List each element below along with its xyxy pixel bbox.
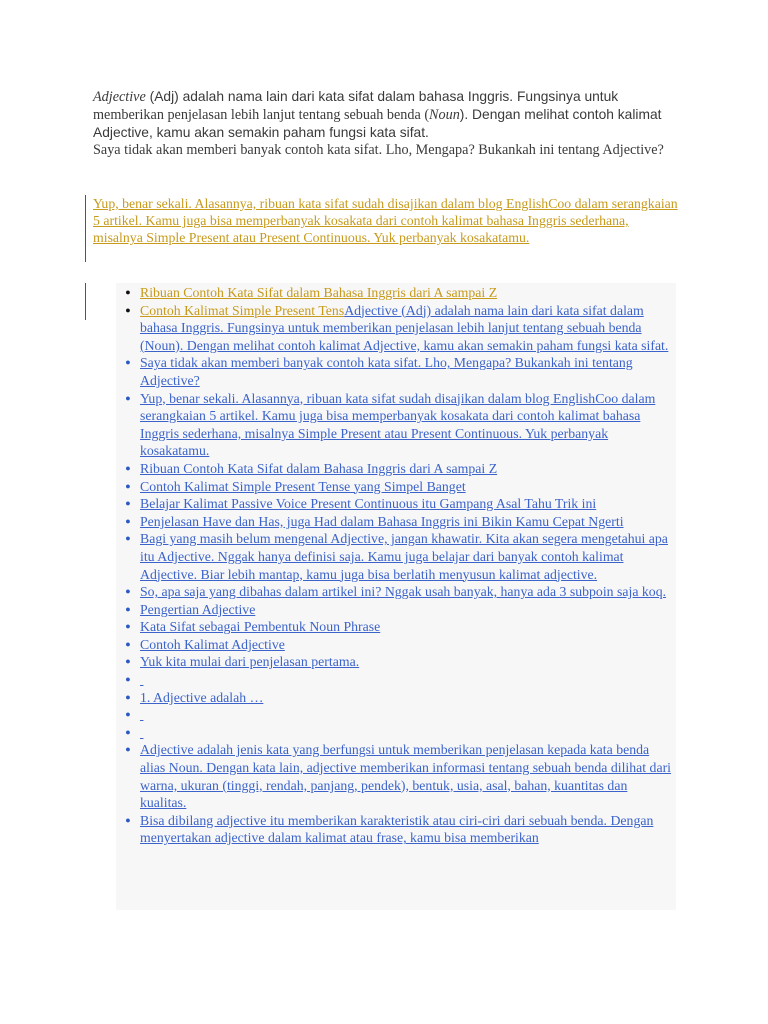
list-link[interactable]: Ribuan Contoh Kata Sifat dalam Bahasa Inggris dari A sampai Z	[140, 460, 498, 476]
list-link[interactable]: Yuk kita mulai dari penjelasan pertama.	[140, 654, 360, 670]
list-link[interactable]: Ribuan Contoh Kata Sifat dalam Bahasa Inggris dari A sampai Z	[140, 285, 498, 300]
list-item	[116, 653, 676, 671]
list-item	[116, 390, 676, 460]
adjective-term: Adjective	[93, 89, 146, 105]
list-link[interactable]: Belajar Kalimat Passive Voice Present Continuous itu Gampang Asal Tahu Trik ini	[140, 496, 597, 512]
intro-line-1: Adjective (Adj) adalah nama lain dari kata sifat dalam bahasa Inggris. Fungsinya untuk	[93, 89, 619, 105]
bullet-icon: ●	[125, 691, 131, 702]
list-item	[116, 302, 676, 355]
list-item	[116, 284, 676, 302]
list-link[interactable]: Contoh Kalimat Adjective	[140, 636, 285, 652]
list-item	[116, 618, 676, 636]
list-item	[116, 530, 676, 583]
list-link[interactable]: Pengertian Adjective	[140, 601, 256, 617]
bullet-icon: ●	[125, 462, 131, 473]
list-link[interactable]: Saya tidak akan memberi banyak contoh kata sifat. Lho, Mengapa? Bukankah ini tentang Adjective?	[140, 355, 633, 388]
list-link[interactable]: So, apa saja yang dibahas dalam artikel ini? Nggak usah banyak, hanya ada 3 subpoin saja koq.	[140, 584, 667, 600]
bullet-icon: ●	[125, 480, 131, 491]
list-link[interactable]: Bagi yang masih belum mengenal Adjective, jangan khawatir. Kita akan segera mengetahui apa itu Adjective. Nggak hanya definisi saja. Kamu juga belajar dari banyak contoh kalimat Adjective. Biar lebih mantap, kamu juga bisa berlatih menyusun kalimat adjective.	[140, 531, 668, 582]
bullet-icon: ●	[125, 287, 131, 297]
quote-left-border	[85, 195, 86, 262]
list-item	[116, 671, 676, 689]
list-item	[116, 354, 676, 389]
bullet-icon: ●	[125, 357, 131, 368]
list-item	[116, 495, 676, 513]
bullet-icon: ●	[125, 304, 131, 315]
bullet-icon: ●	[125, 638, 131, 649]
list-link[interactable]: Contoh Kalimat Simple Present Tense yang Simpel Banget	[140, 478, 466, 494]
list-item	[116, 689, 676, 707]
list-link[interactable]: Adjective (Adj) adalah nama lain dari kata sifat dalam bahasa Inggris. Fungsinya untuk memberikan penjelasan lebih lanjut tentang sebuah benda (Noun). Dengan melihat contoh kalimat Adjective, kamu akan semakin paham fungsi kata sifat.	[140, 302, 669, 353]
bullet-icon: ●	[125, 709, 131, 720]
list-item	[116, 636, 676, 654]
list-link[interactable]: Yup, benar sekali. Alasannya, ribuan kata sifat sudah disajikan dalam blog EnglishCoo dalam serangkaian 5 artikel. Kamu juga bisa memperbanyak kosakata dari contoh kalimat bahasa Inggris sederhana, misalnya Simple Present atau Present Continuous. Yuk perbanyak kosakatamu.	[140, 390, 656, 459]
list-item	[116, 812, 676, 847]
list-item	[116, 583, 676, 601]
list-link[interactable]: 1. Adjective adalah …	[140, 689, 264, 705]
list-item	[116, 741, 676, 811]
bullet-icon: ●	[125, 498, 131, 509]
list-left-border	[85, 283, 86, 320]
noun-term: Noun	[429, 107, 460, 123]
list-link[interactable]: Penjelasan Have dan Has, juga Had dalam Bahasa Inggris ini Bikin Kamu Cepat Ngerti	[140, 513, 624, 529]
link-list	[116, 284, 676, 847]
intro-paragraph: Adjective (Adj) adalah nama lain dari kata sifat dalam bahasa Inggris. Fungsinya untuk memberikan penjelasan lebih lanjut tentang sebuah benda (Noun). Dengan melihat contoh kalimat Adjective, kamu akan semakin paham fungsi kata sifat. Saya tidak akan memberi banyak contoh kata sifat. Lho, Mengapa? Bukankah ini tentang Adjective?	[93, 89, 664, 158]
list-link[interactable]	[140, 672, 143, 687]
quote-link[interactable]: Yup, benar sekali. Alasannya, ribuan kata sifat sudah disajikan dalam blog EnglishCoo dalam serangkaian 5 artikel. Kamu juga bisa memperbanyak kosakata dari contoh kalimat bahasa Inggris sederhana, misalnya Simple Present atau Present Continuous. Yuk perbanyak kosakatamu.	[93, 196, 678, 246]
list-link[interactable]: Adjective adalah jenis kata yang berfungsi untuk memberikan penjelasan kepada kata benda alias Noun. Dengan kata lain, adjective memberikan informasi tentang sebuah benda dilihat dari warna, ukuran (tinggi, rendah, panjang, pendek), bentuk, usia, asal, bahan, kuantitas dan kualitas.	[140, 742, 671, 811]
list-item	[116, 601, 676, 619]
list-link[interactable]: Contoh Kalimat Simple Present Tens	[140, 302, 345, 318]
list-link[interactable]: Bisa dibilang adjective itu memberikan karakteristik atau ciri-ciri dari sebuah benda. Dengan menyertakan adjective dalam kalimat atau frase, kamu bisa memberikan	[140, 812, 654, 846]
list-item	[116, 460, 676, 478]
highlighted-quote	[93, 195, 678, 247]
list-item	[116, 478, 676, 496]
bullet-icon: ●	[125, 586, 131, 597]
bullet-icon: ●	[125, 621, 131, 632]
bullet-icon: ●	[125, 674, 131, 685]
bullet-icon: ●	[125, 814, 131, 825]
list-item	[116, 513, 676, 531]
list-item	[116, 724, 676, 742]
list-link[interactable]: Kata Sifat sebagai Pembentuk Noun Phrase	[140, 619, 381, 635]
bullet-icon: ●	[125, 603, 131, 614]
bullet-icon: ●	[125, 726, 131, 737]
bullet-icon: ●	[125, 392, 131, 403]
list-link[interactable]	[140, 707, 143, 722]
bullet-icon: ●	[125, 533, 131, 544]
intro-paragraph-2: Saya tidak akan memberi banyak contoh kata sifat. Lho, Mengapa? Bukankah ini tentang Adjective?	[93, 142, 664, 158]
list-link[interactable]	[140, 725, 143, 740]
bullet-icon: ●	[125, 656, 131, 667]
bullet-icon: ●	[125, 744, 131, 755]
bullet-icon: ●	[125, 515, 131, 526]
list-item	[116, 706, 676, 724]
